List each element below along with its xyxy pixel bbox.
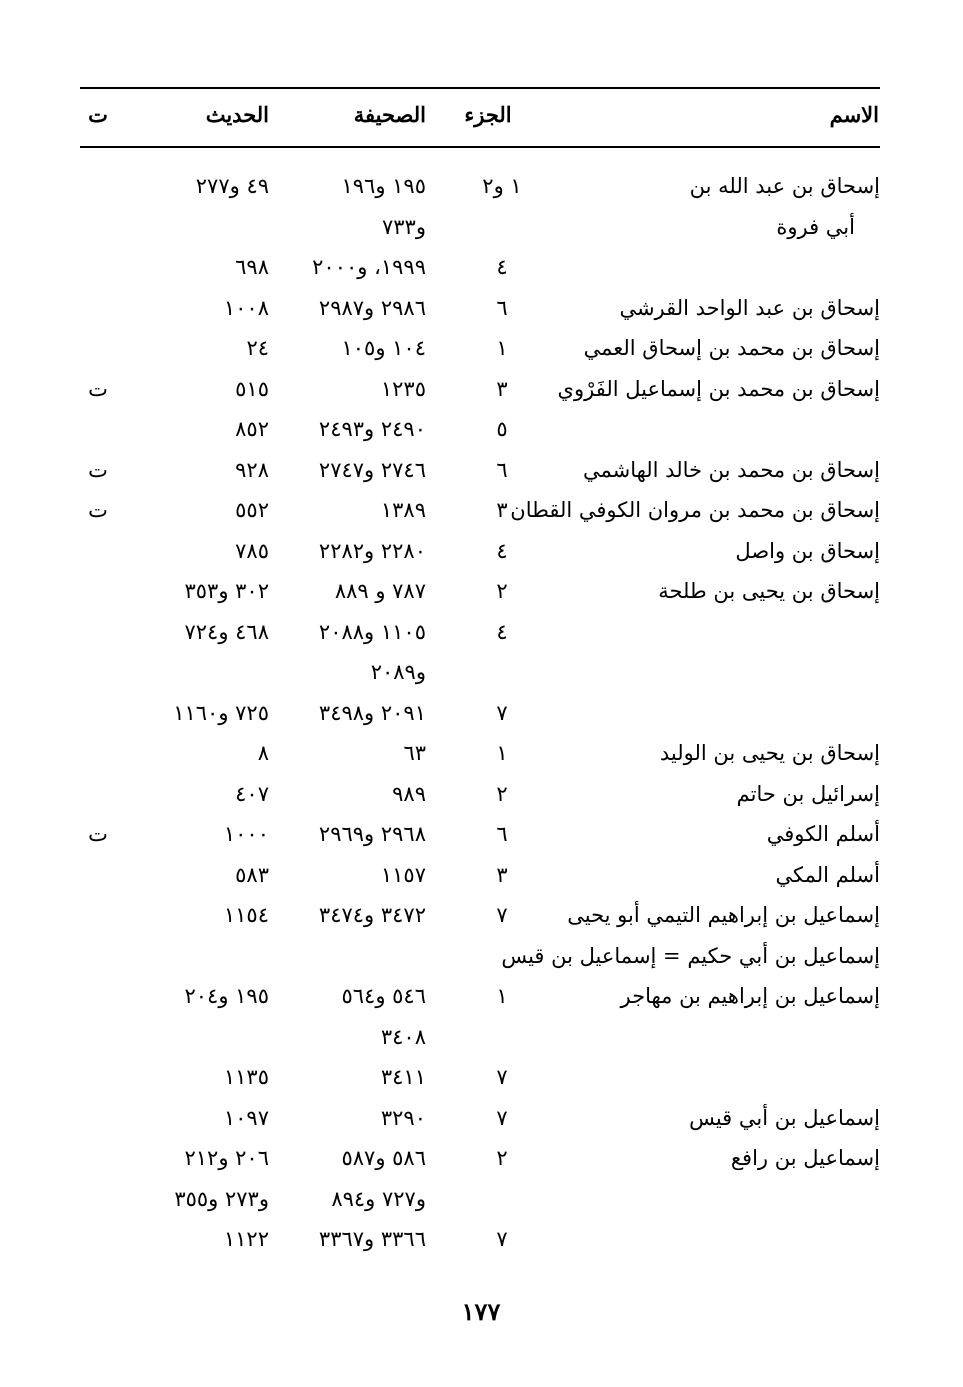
cell-page: ٣٤١١ <box>380 1065 426 1089</box>
cell-name: إسحاق بن يحيى بن طلحة <box>658 579 880 603</box>
cell-page: ٣٤٠٨ <box>380 1024 426 1049</box>
cell-hadith: ٩٢٨ <box>235 457 269 482</box>
cell-page: ١٩٩٩، و٢٠٠٠ <box>312 255 426 279</box>
cell-hadith: ٨٥٢ <box>235 417 269 441</box>
cell-part: ٢ <box>496 1146 508 1170</box>
table-row <box>0 652 963 693</box>
cell-hadith: و٢٧٣ و٣٥٥ <box>174 1186 269 1211</box>
header-t: ت <box>88 102 108 127</box>
cell-hadith: ١١٥٤ <box>223 903 269 927</box>
cell-hadith: ١٠٠٨ <box>223 295 269 320</box>
cell-page: ٢٢٨٠ و٢٢٨٢ <box>318 538 426 563</box>
cell-hadith: ٣٠٢ و٣٥٣ <box>184 579 269 603</box>
cell-part: ٦ <box>496 457 508 482</box>
table-row <box>0 166 963 207</box>
table-row <box>0 612 963 653</box>
cell-page: ١٠٤ و١٠٥ <box>341 336 426 360</box>
table-row <box>0 369 963 410</box>
table-row <box>0 1219 963 1260</box>
cell-hadith: ٤٩ و٢٧٧ <box>195 174 269 198</box>
cell-page: ٢٩٦٨ و٢٩٦٩ <box>318 822 426 846</box>
cell-hadith: ٢٠٦ و٢١٢ <box>184 1146 269 1170</box>
table-row <box>0 814 963 855</box>
cell-name: إسحاق بن عبد الواحد القرشي <box>619 295 880 320</box>
table-row <box>0 1017 963 1058</box>
cell-hadith: ٦٩٨ <box>235 255 269 279</box>
table-row <box>0 247 963 288</box>
table-row <box>0 895 963 936</box>
cell-hadith: ١٩٥ و٢٠٤ <box>184 984 269 1008</box>
cell-t: ت <box>88 457 108 482</box>
cell-part: ٢ <box>496 579 508 603</box>
table-row <box>0 774 963 815</box>
cell-page: ٣٣٦٦ و٣٣٦٧ <box>318 1227 426 1251</box>
cell-part: ٤ <box>496 619 508 644</box>
cell-name: إسرائيل بن حاتم <box>736 781 880 806</box>
cell-name: إسماعيل بن رافع <box>730 1146 880 1170</box>
cell-hadith: ١١٣٥ <box>223 1065 269 1089</box>
cell-hadith: ١٠٠٠ <box>223 822 269 846</box>
cell-page: و٢٠٨٩ <box>370 660 426 684</box>
table-row <box>0 733 963 774</box>
cell-part: ١ <box>496 336 508 360</box>
cell-page: ٥٨٦ و٥٨٧ <box>341 1146 426 1170</box>
cell-name: أسلم الكوفي <box>766 822 880 846</box>
cell-page: و٧٣٣ <box>382 214 426 239</box>
cell-t: ت <box>88 498 108 522</box>
cell-part: ٢ <box>496 781 508 806</box>
cell-page: ٢٤٩٠ و٢٤٩٣ <box>318 417 426 441</box>
cell-part: ١ و٢ <box>482 174 522 198</box>
cell-t: ت <box>88 822 108 846</box>
table-row <box>0 450 963 491</box>
cell-page: ٢٠٩١ و٣٤٩٨ <box>318 700 426 725</box>
cell-hadith: ٤٠٧ <box>235 781 269 806</box>
table-row <box>0 693 963 734</box>
cell-page: ٣٤٧٢ و٣٤٧٤ <box>318 903 426 927</box>
cell-name: إسحاق بن محمد بن خالد الهاشمي <box>582 457 880 482</box>
cell-hadith: ٤٦٨ و٧٢٤ <box>184 619 269 644</box>
cell-page: و٧٢٧ و٨٩٤ <box>331 1186 426 1211</box>
cell-page: ١٩٥ و١٩٦ <box>341 174 426 198</box>
header-page: الصحيفة <box>353 102 426 127</box>
cell-name: إسحاق بن عبد الله بن <box>689 174 880 198</box>
header-name: الاسم <box>829 102 879 127</box>
cell-name: إسحاق بن واصل <box>735 538 880 563</box>
table-row <box>0 409 963 450</box>
cell-name: إسماعيل بن إبراهيم التيمي أبو يحيى <box>567 903 880 927</box>
cell-name: أبي فروة <box>776 214 855 239</box>
cell-part: ٣ <box>496 498 508 522</box>
cell-name: إسحاق بن محمد بن مروان الكوفي القطان <box>510 498 880 522</box>
cell-page: ٢٧٤٦ و٢٧٤٧ <box>318 457 426 482</box>
cell-t: ت <box>88 376 108 401</box>
cell-hadith: ٨ <box>257 741 269 765</box>
cell-page: ٥٤٦ و٥٦٤ <box>341 984 426 1008</box>
cell-page: ٣٢٩٠ <box>380 1105 426 1130</box>
cell-page: ١١٥٧ <box>380 862 426 887</box>
table-row <box>0 328 963 369</box>
cell-hadith: ٥١٥ <box>235 376 269 401</box>
page-number: ١٧٧ <box>461 1297 501 1326</box>
table-row <box>0 1138 963 1179</box>
table-row <box>0 1057 963 1098</box>
cell-page: ١١٠٥ و٢٠٨٨ <box>318 619 426 644</box>
cell-hadith: ١١٢٢ <box>223 1227 269 1251</box>
cell-page: ١٢٣٥ <box>380 376 426 401</box>
table-row <box>0 288 963 329</box>
cell-name: إسماعيل بن إبراهيم بن مهاجر <box>620 984 880 1008</box>
cell-part: ٣ <box>496 376 508 401</box>
table-row <box>0 490 963 531</box>
header-rule <box>80 146 880 148</box>
cell-part: ٧ <box>496 1227 508 1251</box>
cell-page: ٧٨٧ و ٨٨٩ <box>334 579 426 603</box>
cell-name: إسماعيل بن أبي حكيم = إسماعيل بن قيس <box>501 943 880 968</box>
table-row <box>0 936 963 977</box>
cell-page: ٢٩٨٦ و٢٩٨٧ <box>318 295 426 320</box>
table-row <box>0 571 963 612</box>
cell-part: ٦ <box>496 295 508 320</box>
cell-page: ٦٣ <box>403 741 426 765</box>
cell-part: ١ <box>496 984 508 1008</box>
index-table <box>0 166 963 1260</box>
cell-part: ١ <box>496 741 508 765</box>
cell-hadith: ٢٤ <box>246 336 269 360</box>
cell-hadith: ٥٨٣ <box>235 862 269 887</box>
cell-hadith: ٧٨٥ <box>235 538 269 563</box>
table-row <box>0 1098 963 1139</box>
cell-hadith: ٧٢٥ و١١٦٠ <box>173 700 269 725</box>
table-row <box>0 1179 963 1220</box>
cell-page: ٩٨٩ <box>392 781 426 806</box>
cell-part: ٤ <box>496 538 508 563</box>
cell-name: إسماعيل بن أبي قيس <box>689 1105 880 1130</box>
table-row <box>0 976 963 1017</box>
cell-part: ٧ <box>496 1105 508 1130</box>
cell-part: ٧ <box>496 903 508 927</box>
cell-part: ٦ <box>496 822 508 846</box>
cell-part: ٧ <box>496 1065 508 1089</box>
cell-name: إسحاق بن يحيى بن الوليد <box>659 741 880 765</box>
table-row <box>0 207 963 248</box>
cell-part: ٤ <box>496 255 508 279</box>
cell-part: ٥ <box>496 417 508 441</box>
cell-name: إسحاق بن محمد بن إسحاق العمي <box>583 336 880 360</box>
top-rule <box>80 87 880 89</box>
cell-page: ١٣٨٩ <box>380 498 426 522</box>
cell-part: ٧ <box>496 700 508 725</box>
cell-hadith: ٥٥٢ <box>235 498 269 522</box>
header-hadith: الحديث <box>205 102 269 127</box>
cell-name: أسلم المكي <box>775 862 880 887</box>
table-row <box>0 531 963 572</box>
cell-name: إسحاق بن محمد بن إسماعيل الفَرْوي <box>557 376 880 401</box>
header-part: الجزء <box>464 102 512 127</box>
cell-hadith: ١٠٩٧ <box>223 1105 269 1130</box>
cell-part: ٣ <box>496 862 508 887</box>
table-row <box>0 855 963 896</box>
